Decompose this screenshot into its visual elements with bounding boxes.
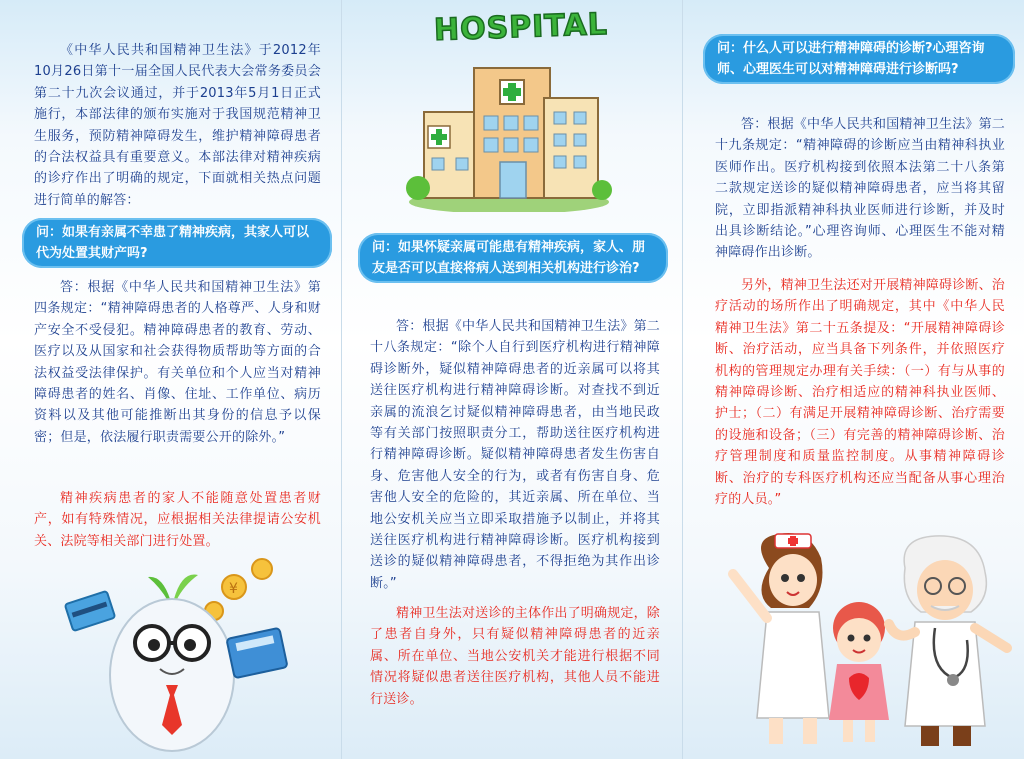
question-box-sending: 问：如果怀疑亲属可能患有精神疾病，家人、朋友是否可以直接将病人送到相关机构进行诊治? <box>358 233 668 283</box>
note-paragraph-sending: 精神卫生法对送诊的主体作出了明确规定，除了患者自身外，只有疑似精神障碍患者的近亲属、所在单位、当地公安机关才能进行根据不同情况将疑似患者送往医疗机构，其他人员不能进行送诊。 <box>370 606 661 707</box>
hospital-building-illustration <box>404 52 614 212</box>
answer-paragraph-property: 答：根据《中华人民共和国精神卫生法》第四条规定：“精神障碍患者的人格尊严、人身和财产安全不受侵犯。精神障碍患者的教育、劳动、医疗以及从国家和社会获得物质帮助等方面的合法权益受法律保护。有关单位和个人应当对精神障碍患者的姓名、肖像、住址、工作单位、病历资料以及其他可能推断出其身份的信息予以保密；但是，依法履行职责需要公开的除外。” <box>34 280 321 445</box>
question-box-property: 问：如果有亲属不幸患了精神疾病，其家人可以代为处置其财产吗? <box>22 218 332 268</box>
hospital-logo-text: HOSPITAL <box>433 6 609 49</box>
note-paragraph-diagnosis: 另外，精神卫生法还对开展精神障碍诊断、治疗活动的场所作出了明确规定，其中《中华人民精神卫生法》第二十五条提及：“开展精神障碍诊断、治疗活动，应当具备下列条件，并依照医疗机构的管理规定办理有关手续：（一）有与从事的精神障碍诊断、治疗相适应的精神科执业医师、护士；（二）有满足开展精神障碍诊断、治疗需要的设施和设备；（三）有完善的精神障碍诊断、治疗管理制度和质量监控制度。从事精神障碍诊断、治疗的专科医疗机构还应当配备从事心理治疗的人员。” <box>715 278 1006 508</box>
intro-paragraph: 《中华人民共和国精神卫生法》于2012年10月26日第十一届全国人民代表大会常务委员会第二十九次会议通过，并于2013年5月1日正式施行，本部法律的颁布实施对于我国规范精神卫生服务，预防精神障碍发生，维护精神障碍患者的合法权益具有重要意义。本部法律对精神疾病的诊疗作出了明确的规定，下面就相关热点问题进行简单的解答： <box>34 43 321 208</box>
answer-paragraph-sending: 答：根据《中华人民共和国精神卫生法》第二十八条规定：“除个人自行到医疗机构进行精神障碍诊断外，疑似精神障碍患者的近亲属可以将其送往医疗机构进行精神障碍诊断。对查找不到近亲属的流浪乞讨疑似精神障碍患者，由当地民政等有关部门按照职责分工，帮助送往医疗机构进行精神障碍诊断。疑似精神障碍患者发生伤害自身、危害他人安全的行为，或者有伤害自身、危害他人安全的危险的，其近亲属、所在单位、当地公安机关应当立即采取措施予以制止，并将其送往医疗机构进行精神障碍诊断。医疗机构接到送诊的疑似精神障碍患者，不得拒绝为其作出诊断。” <box>370 319 661 591</box>
medical-staff-illustration <box>709 528 1019 756</box>
answer-paragraph-diagnosis: 答：根据《中华人民共和国精神卫生法》第二十九条规定：“精神障碍的诊断应当由精神科执业医师作出。医疗机构接到依照本法第二十八条第二款规定送诊的疑似精神障碍患者，应当将其留院，立即指派精神科执业医师进行诊断，并及时出具诊断结论。”心理咨询师、心理医生不能对精神障碍作出诊断。 <box>715 117 1006 261</box>
panel-left <box>0 0 341 759</box>
panel-right <box>683 0 1024 759</box>
mascot-illustration <box>62 555 302 755</box>
question-box-diagnosis: 问：什么人可以进行精神障碍的诊断?心理咨询师、心理医生可以对精神障碍进行诊断吗? <box>703 34 1015 84</box>
svg-text:¥: ¥ <box>229 581 238 597</box>
panel-middle <box>341 0 683 759</box>
note-paragraph-property: 精神疾病患者的家人不能随意处置患者财产，如有特殊情况，应根据相关法律提请公安机关、法院等相关部门进行处置。 <box>34 491 321 549</box>
